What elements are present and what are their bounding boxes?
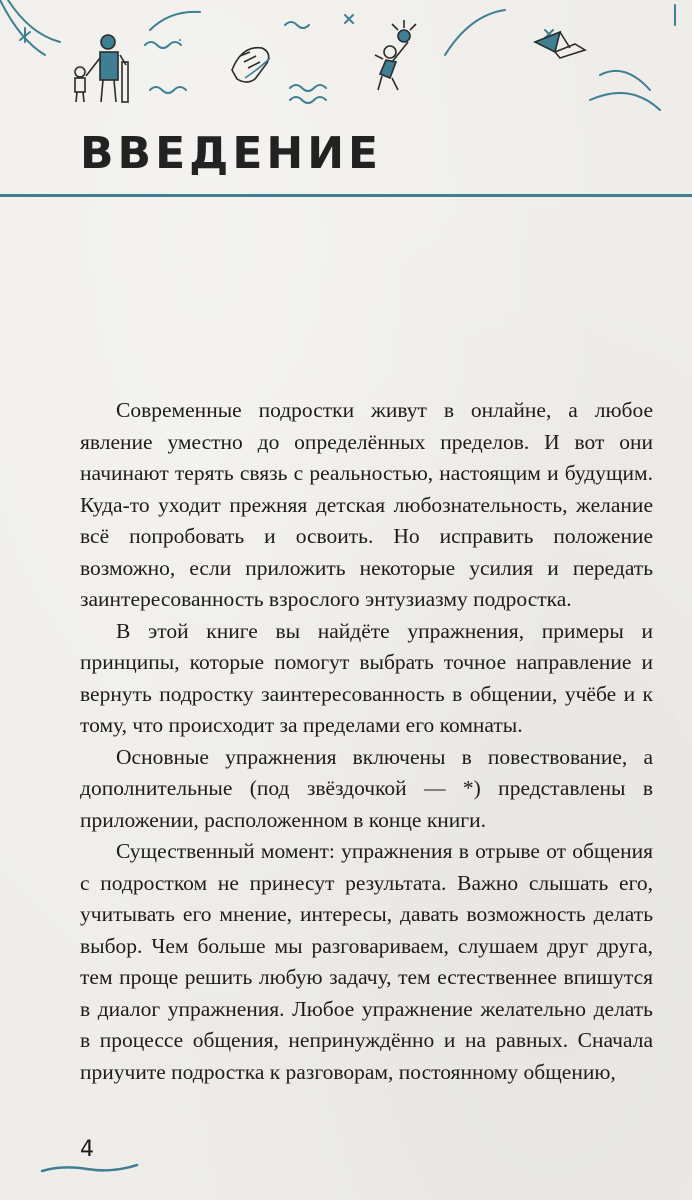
flower-kid-icon — [375, 20, 416, 90]
arc-squiggle-3 — [150, 12, 200, 30]
page-number: 4 — [80, 1137, 94, 1162]
sparkle-icon — [345, 15, 353, 23]
swoosh-icon — [40, 1159, 140, 1179]
paper-bird-icon — [535, 32, 585, 58]
arc-squiggle-1 — [0, 0, 45, 55]
paragraph: Современные подростки живут в онлайне, а любое явление уместно до определённых пределов. И вот они начинают терять связь с реальностью, настоящим и будущим. Куда-то уходит прежняя детская любознательность, желание всё попробовать и освоить. Но исправить положение возможно, если приложить некоторые усилия и передать заинтересованность взрослого энтузиазму подростка. — [80, 398, 653, 611]
wave-squiggle-icon — [290, 85, 326, 91]
parent-child-icon — [75, 35, 128, 102]
page-footer — [40, 1135, 160, 1185]
chapter-body — [80, 395, 653, 1088]
title-underline — [0, 194, 692, 197]
arc-squiggle-4 — [445, 10, 505, 55]
arc-squiggle-6 — [590, 93, 660, 110]
paragraph: Существенный момент: упражнения в отрыве от общения с подростком не принесут результата. Важно слышать его, учитывать его мнение, интересы, давать возможность делать выбор. Чем больше мы разговариваем, слушаем друг друга, тем проще решить любую задачу, тем естественнее впишутся в диалог упражнения. Любое упражнение желательно делать в процессе общения, непринуждённо и на равных. Сначала приучите подростка к разговорам, постоянному общению, — [80, 839, 653, 1084]
paragraph: Основные упражнения включены в повествование, а дополнительные (под звёздочкой — *) представлены в приложении, расположенном в конце книги. — [80, 744, 653, 832]
chapter-title: ВВЕДЕНИЕ — [80, 128, 383, 179]
paragraph: В этой книге вы найдёте упражнения, примеры и принципы, которые помогут выбрать точное направление и вернуть подростку заинтересованность в общении, учёбе и к тому, что происходит за пределами его комнаты. — [80, 618, 653, 737]
wave-squiggle-icon — [285, 22, 309, 28]
wave-squiggle-icon — [145, 42, 181, 48]
arc-squiggle-5 — [600, 71, 650, 90]
wave-squiggle-icon — [290, 97, 326, 103]
header-illustrations — [0, 0, 692, 140]
arc-squiggle-2 — [8, 0, 60, 42]
handshake-icon — [232, 48, 270, 82]
wave-squiggle-icon — [150, 87, 186, 93]
